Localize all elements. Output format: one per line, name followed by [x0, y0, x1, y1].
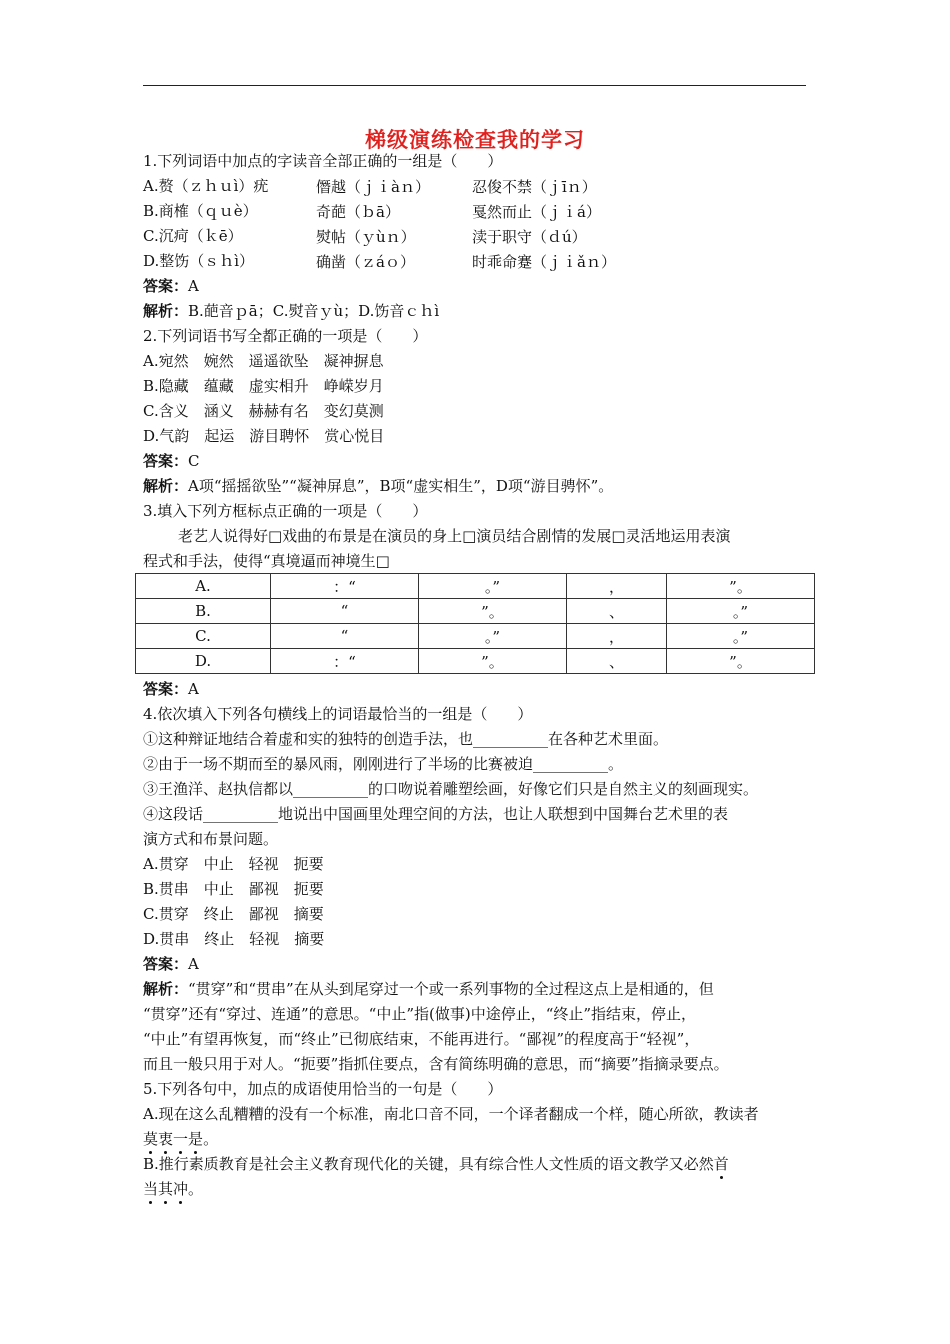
- q4-sentence-2: ②由于一场不期而至的暴风雨，刚刚进行了半场的比赛被迫__________。: [143, 755, 624, 773]
- q4-sentence-1: ①这种辩证地结合着虚和实的独特的创造手法，也__________在各种艺术里面。: [143, 730, 669, 748]
- emphasis-dot-char: 当: [143, 1180, 159, 1198]
- analysis-text: “贯穿”和“贯串”在从头到尾穿过一个或一系列事物的全过程这点上是相通的，但: [188, 980, 714, 998]
- q3-answer: [143, 679, 199, 699]
- q1-opt-d-1: D.整饬（ｓｈì）: [143, 252, 255, 270]
- q4-answer: [143, 954, 199, 974]
- q1-opt-c-2: 熨帖（ｙùｎ）: [316, 228, 416, 246]
- table-cell: ”。: [667, 574, 815, 599]
- q1-opt-d-3: 时乖命蹇（ｊｉǎｎ）: [472, 253, 616, 271]
- q2-stem: 2.下列词语书写全都正确的一项是（ ）: [143, 327, 428, 345]
- table-cell: 。”: [667, 624, 815, 649]
- table-cell: ，: [566, 574, 666, 599]
- answer-label: 答案：: [143, 452, 189, 470]
- answer-value: C: [188, 452, 200, 470]
- emphasis-dot-char: 莫: [143, 1130, 159, 1148]
- answer-label: 答案：: [143, 680, 189, 698]
- q4-analysis-line-2: “贯穿”还有“穿过、连通”的意思。“中止”指(做事)中途停止，“终止”指结束，停止，: [143, 1005, 697, 1023]
- emphasis-dot-char: 其: [158, 1180, 174, 1198]
- q1-opt-a-1: A.赘（ｚｈｕì）疣: [143, 177, 269, 195]
- emphasis-dot-char: 是: [188, 1130, 204, 1148]
- emphasis-dot-char: 一: [173, 1130, 189, 1148]
- q5-option-a-line-1: A.现在这么乱糟糟的没有一个标准，南北口音不同，一个译者翻成一个样，随心所欲，教读者: [143, 1105, 759, 1123]
- table-row: [136, 574, 815, 599]
- q2-option-b: B.隐藏 蕴藏 虚实相升 峥嵘岁月: [143, 377, 384, 395]
- q3-stem: 3.填入下列方框标点正确的一项是（ ）: [143, 502, 428, 520]
- table-cell: ”。: [418, 649, 566, 674]
- q4-option-a: A.贯穿 中止 轻视 扼要: [143, 855, 324, 873]
- table-cell: B.: [136, 599, 271, 624]
- q4-option-d: D.贯串 终止 轻视 摘要: [143, 930, 325, 948]
- q1-opt-c-1: C.沉疴（ｋē）: [143, 227, 243, 245]
- emphasis-dot-char: 衷: [158, 1130, 174, 1148]
- table-row: [136, 599, 815, 624]
- table-cell: C.: [136, 624, 271, 649]
- q2-answer: [143, 451, 200, 471]
- q2-option-a: A.宛然 婉然 遥遥欲坠 凝神摒息: [143, 352, 384, 370]
- table-cell: D.: [136, 649, 271, 674]
- option-text: B.推行素质教育是社会主义教育现代化的关键，具有综合性人文性质的语文教学又必然: [143, 1155, 714, 1173]
- q2-analysis: [143, 476, 613, 496]
- answer-value: A: [188, 277, 199, 295]
- table-cell: 。”: [418, 624, 566, 649]
- q1-opt-b-3: 戛然而止（ｊｉá）: [472, 203, 601, 221]
- table-cell: ”。: [418, 599, 566, 624]
- punctuation: 。: [188, 1180, 204, 1198]
- page-title: 梯级演练检查我的学习: [365, 128, 585, 152]
- header-rule: [143, 85, 806, 86]
- table-cell: ：“: [271, 574, 419, 599]
- punctuation: 。: [203, 1130, 219, 1148]
- q3-options-table: [135, 573, 815, 674]
- q1-opt-d-2: 确凿（ｚáｏ）: [316, 253, 415, 271]
- q3-passage-line-2: 程式和手法，使得“真境逼而神境生□: [143, 552, 390, 570]
- q1-opt-b-1: B.商榷（ｑｕè）: [143, 202, 258, 220]
- analysis-label: 解析：: [143, 477, 189, 495]
- analysis-text: B.葩音ｐā；C.熨音ｙù；D.饬音ｃｈì: [188, 302, 440, 320]
- q1-opt-b-2: 奇葩（ｂā）: [316, 203, 400, 221]
- q1-opt-c-3: 渎于职守（ｄú）: [472, 228, 587, 246]
- q5-stem: 5.下列各句中，加点的成语使用恰当的一句是（ ）: [143, 1080, 503, 1098]
- q3-passage-line-1: 老艺人说得好□戏曲的布景是在演员的身上□演员结合剧情的发展□灵活地运用表演: [178, 527, 731, 545]
- table-row: [136, 649, 815, 674]
- table-cell: “: [271, 624, 419, 649]
- q1-opt-a-2: 僭越（ｊｉàｎ）: [316, 178, 430, 196]
- table-cell: ：“: [271, 649, 419, 674]
- analysis-label: 解析：: [143, 980, 189, 998]
- dotted-idiom-start: [714, 1155, 729, 1173]
- q4-analysis-line-3: “中止”有望再恢复，而“终止”已彻底结束，不能再进行。“鄙视”的程度高于“轻视”，: [143, 1030, 700, 1048]
- table-row: [136, 624, 815, 649]
- q5-option-b-line-2: [143, 1179, 203, 1199]
- table-cell: A.: [136, 574, 271, 599]
- table-cell: ，: [566, 624, 666, 649]
- table-cell: 、: [566, 649, 666, 674]
- analysis-text: A项“摇摇欲坠”“凝神屏息”，B项“虚实相生”，D项“游目骋怀”。: [188, 477, 614, 495]
- table-cell: 。”: [667, 599, 815, 624]
- dotted-idiom: [143, 1130, 203, 1148]
- q1-stem: 1.下列词语中加点的字读音全部正确的一组是（ ）: [143, 152, 503, 170]
- table-cell: 、: [566, 599, 666, 624]
- q4-sentence-4: ④这段话__________地说出中国画里处理空间的方法，也让人联想到中国舞台艺术里的表: [143, 805, 729, 823]
- emphasis-dot-char: 冲: [173, 1180, 189, 1198]
- analysis-label: 解析：: [143, 302, 189, 320]
- answer-value: A: [188, 955, 199, 973]
- q5-option-a-line-2: [143, 1129, 218, 1149]
- q4-analysis: [143, 979, 714, 999]
- q2-option-d: D.气韵 起运 游目聘怀 赏心悦目: [143, 427, 385, 445]
- q4-sentence-4-cont: 演方式和布景问题。: [143, 830, 279, 848]
- q4-option-b: B.贯串 中止 鄙视 扼要: [143, 880, 324, 898]
- q1-opt-a-3: 忍俊不禁（ｊīｎ）: [472, 178, 597, 196]
- table-cell: ”。: [667, 649, 815, 674]
- answer-label: 答案：: [143, 955, 189, 973]
- answer-label: 答案：: [143, 277, 189, 295]
- table-cell: “: [271, 599, 419, 624]
- answer-value: A: [188, 680, 199, 698]
- table-cell: 。”: [418, 574, 566, 599]
- q4-sentence-3: ③王渔洋、赵执信都以__________的口吻说着雕塑绘画，好像它们只是自然主义的刻画现实。: [143, 780, 759, 798]
- q4-analysis-line-4: 而且一般只用于对人。“扼要”指抓住要点，含有简练明确的意思，而“摘要”指摘录要点。: [143, 1055, 729, 1073]
- q2-option-c: C.含义 涵义 赫赫有名 变幻莫测: [143, 402, 384, 420]
- q1-analysis: [143, 301, 439, 321]
- q4-option-c: C.贯穿 终止 鄙视 摘要: [143, 905, 324, 923]
- q4-stem: 4.依次填入下列各句横线上的词语最恰当的一组是（ ）: [143, 705, 533, 723]
- dotted-idiom: [143, 1180, 188, 1198]
- q5-option-b-line-1: [143, 1154, 729, 1174]
- q1-answer: [143, 276, 199, 296]
- emphasis-dot-char: 首: [713, 1155, 729, 1173]
